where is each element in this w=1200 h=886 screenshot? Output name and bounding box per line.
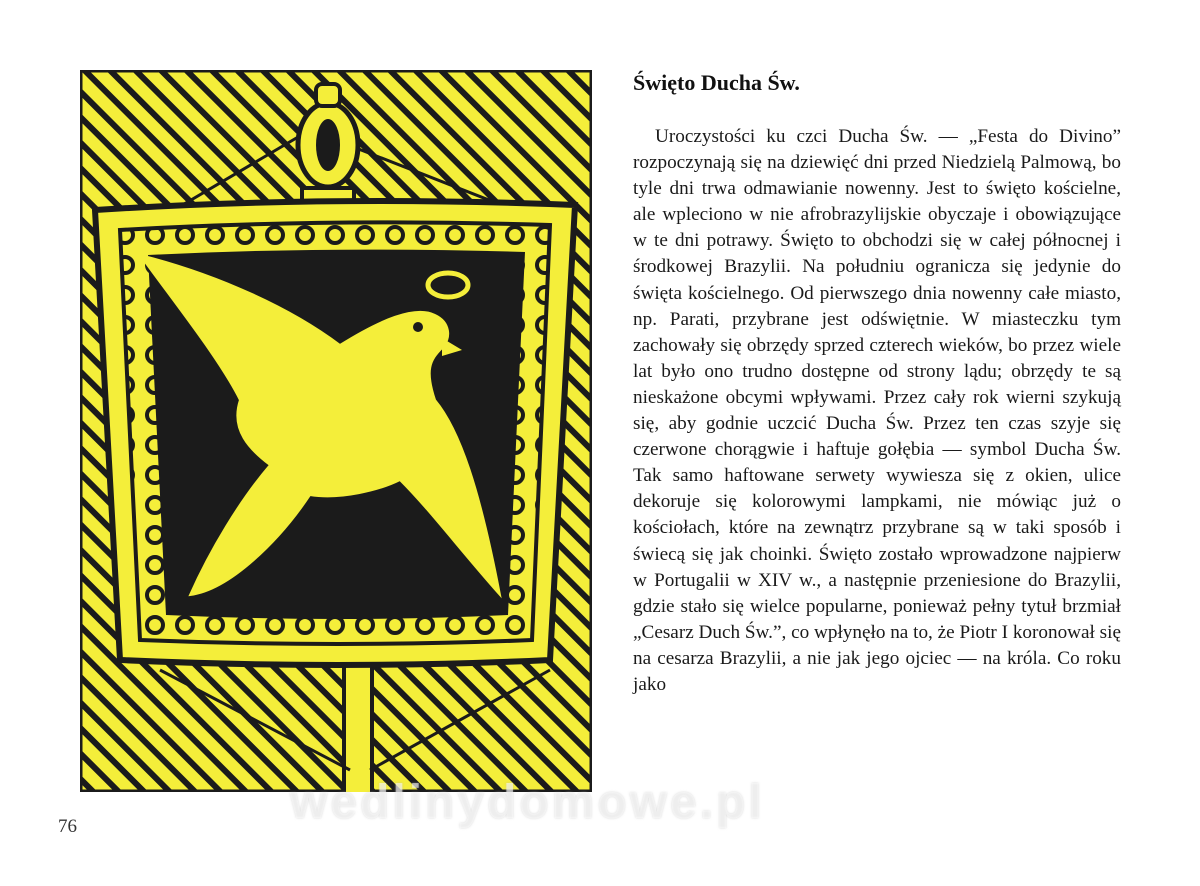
article-body: Uroczystości ku czci Ducha Św. — „Festa do Divino” rozpoczynają się na dziewięć dni przed Niedzielą Palmową, bo tyle dni trwa odmawianie nowenny. Jest to święto kościelne, ale wpleciono w nie afrobrazylijskie obyczaje i obowiązujące w te dni potrawy. Święto to obchodzi się w całej północnej i środkowej Brazylii. Na południu ogranicza się jedynie do święta kościelnego. Od pierwszego dnia nowenny całe miasto, np. Parati, przybrane jest odświętnie. W miasteczku tym zachowały się obrzędy sprzed czterech wieków, bo przez wiele lat było ono trudno dostępne od strony lądu; obrzędy te są nieskażone obcymi wpływami. Przez cały rok wierni szykują się, aby godnie uczcić Ducha Św. Przez ten czas szyje się czerwone chorągwie i haftuje gołębia — symbol Ducha Św. Tak samo haftowane serwety wywiesza się z okien, ulice dekoruje się kolorowymi lampkami, nie mówiąc już o kościołach, które na zewnątrz przybrane są w taki sposób i świecą się jak choinki. Święto zostało wprowadzone najpierw w Portugalii w XIV w., a następnie przeniesione do Brazylii, gdzie stało się wielce popularne, ponieważ pełny tytuł brzmiał „Cesarz Duch Św.”, co wpłynęło na to, że Piotr I koronował się na cesarza Brazylii, a nie jak jego ojciec — na króla. Co roku jako bbox=[633, 126, 1121, 695]
watermark: wedlinydomowe.pl bbox=[290, 776, 765, 829]
article-title: Święto Ducha Św. bbox=[633, 70, 800, 95]
dove-banner-svg bbox=[80, 70, 592, 792]
banner-pole bbox=[344, 655, 372, 792]
dove-banner-illustration bbox=[80, 70, 592, 792]
page-number: 76 bbox=[58, 816, 77, 837]
